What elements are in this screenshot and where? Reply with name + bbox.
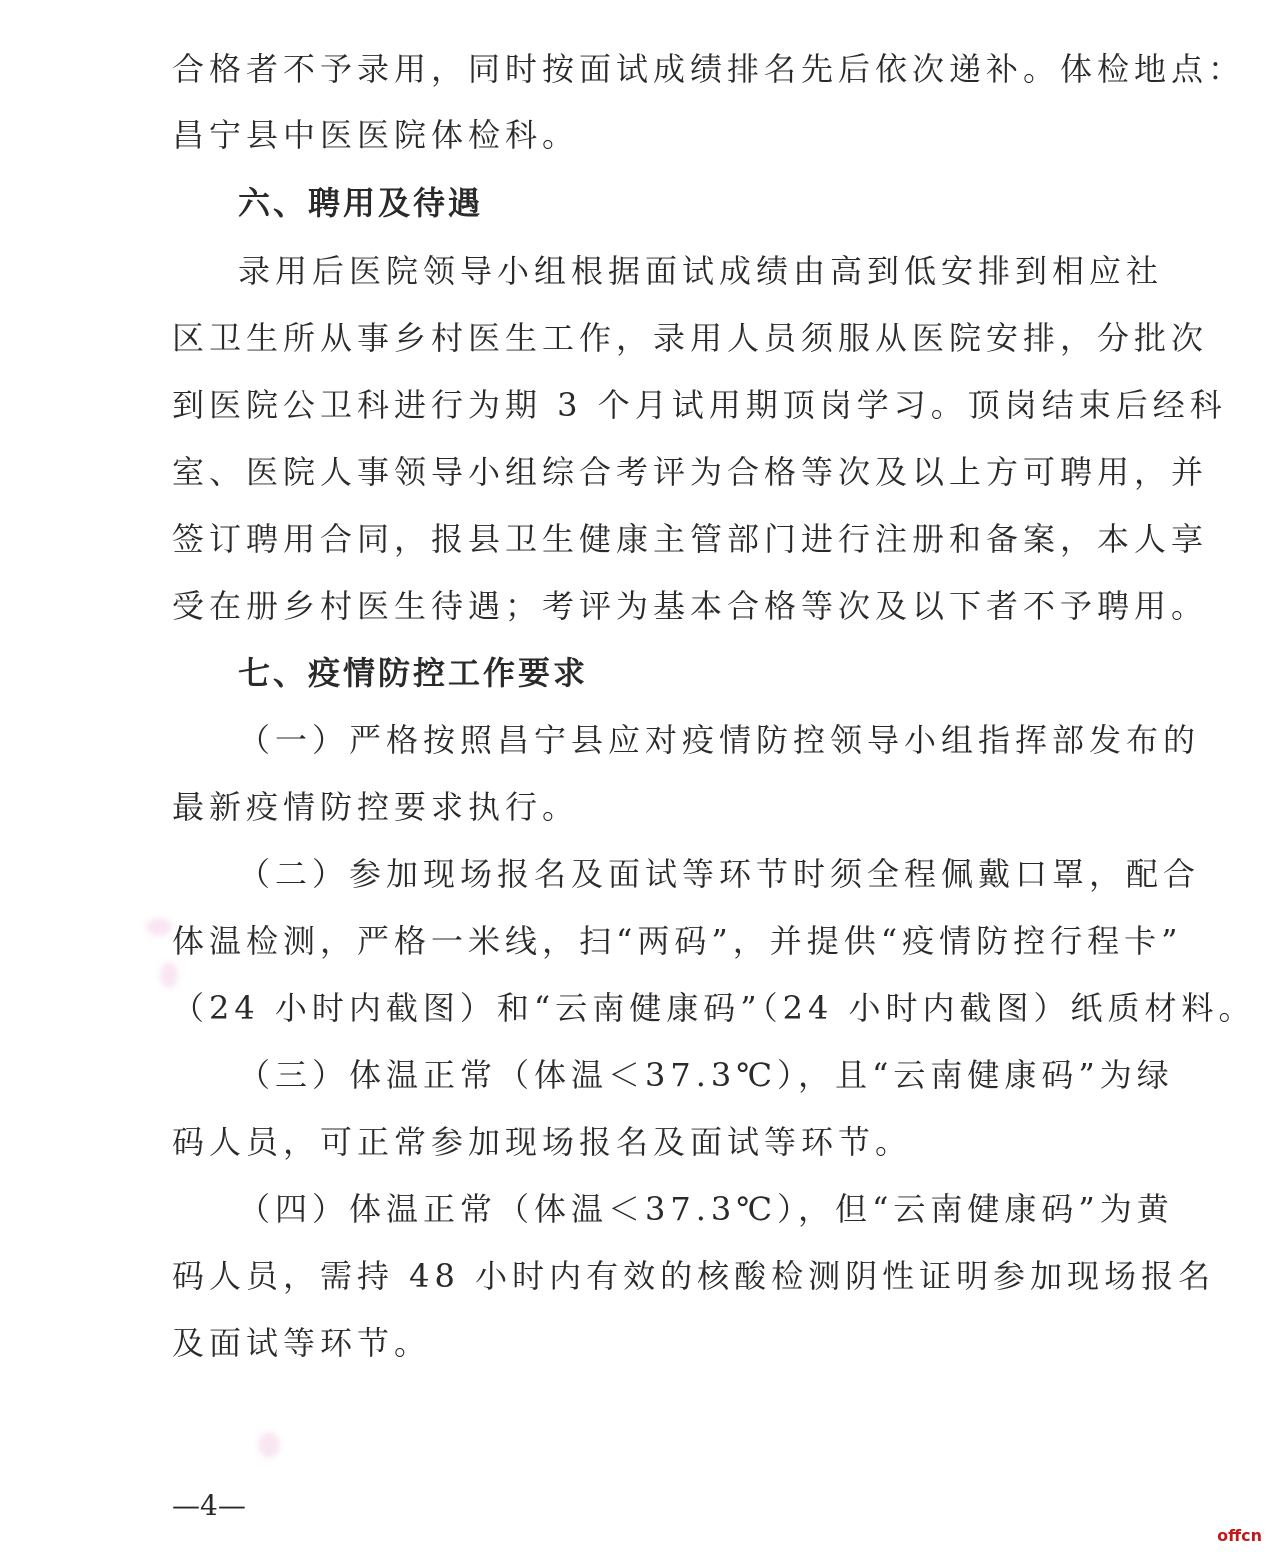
paragraph-line: 录用后医院领导小组根据面试成绩由高到低安排到相应社	[238, 252, 1164, 290]
paragraph-line: （24 小时内截图）和“云南健康码”（24 小时内截图）纸质材料。	[172, 989, 1256, 1027]
paragraph-line: 码人员，可正常参加现场报名及面试等环节。	[172, 1123, 913, 1161]
paragraph-line: 到医院公卫科进行为期 3 个月试用期顶岗学习。顶岗结束后经科	[172, 386, 1227, 424]
paragraph-line: 码人员，需持 48 小时内有效的核酸检测阴性证明参加现场报名	[172, 1257, 1216, 1295]
paragraph-line: 区卫生所从事乡村医生工作，录用人员须服从医院安排，分批次	[172, 319, 1209, 357]
paragraph-line: 最新疫情防控要求执行。	[172, 788, 580, 826]
stamp-smudge	[146, 918, 172, 936]
paragraph-line: 受在册乡村医生待遇；考评为基本合格等次及以下者不予聘用。	[172, 587, 1209, 625]
page-number: —4—	[172, 1489, 246, 1522]
paragraph-line: （三）体温正常（体温＜37.3℃），且“云南健康码”为绿	[238, 1056, 1174, 1094]
stamp-smudge	[258, 1432, 280, 1458]
section-heading-employment: 六、聘用及待遇	[238, 184, 484, 222]
offcn-watermark: offcn	[1217, 1526, 1262, 1545]
paragraph-line: （四）体温正常（体温＜37.3℃），但“云南健康码”为黄	[238, 1190, 1174, 1228]
paragraph-line: 签订聘用合同，报县卫生健康主管部门进行注册和备案，本人享	[172, 520, 1209, 558]
paragraph-line: 体温检测，严格一米线，扫“两码”，并提供“疫情防控行程卡”	[172, 922, 1183, 960]
paragraph-line: 合格者不予录用，同时按面试成绩排名先后依次递补。体检地点：	[172, 50, 1246, 88]
section-heading-epidemic-control: 七、疫情防控工作要求	[238, 654, 589, 692]
stamp-smudge	[160, 962, 178, 988]
paragraph-line: （一）严格按照昌宁县应对疫情防控领导小组指挥部发布的	[238, 721, 1201, 759]
paragraph-line: （二）参加现场报名及面试等环节时须全程佩戴口罩，配合	[238, 855, 1201, 893]
paragraph-line: 及面试等环节。	[172, 1324, 432, 1362]
paragraph-line: 室、医院人事领导小组综合考评为合格等次及以上方可聘用，并	[172, 453, 1209, 491]
paragraph-line: 昌宁县中医医院体检科。	[172, 116, 580, 154]
